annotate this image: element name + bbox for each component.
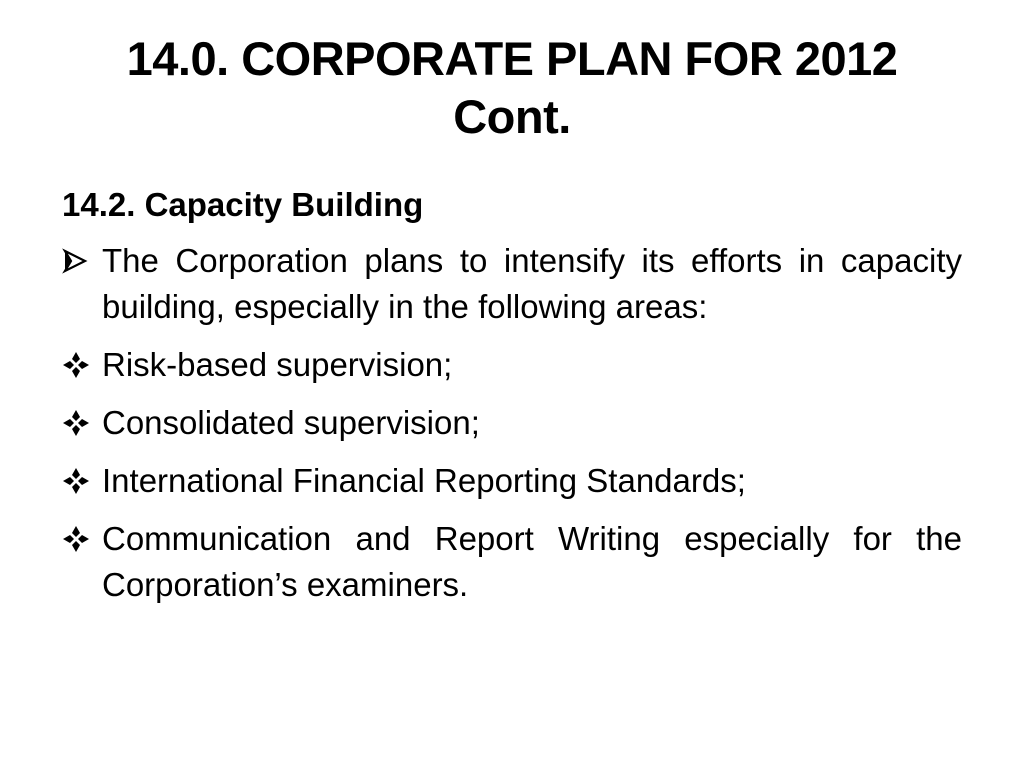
diamond-bullet-icon xyxy=(62,342,98,388)
diamond-bullet-icon xyxy=(62,400,98,446)
arrowhead-bullet-icon xyxy=(62,238,98,284)
bullet-item-ifrs xyxy=(62,458,962,504)
diamond-bullet-icon xyxy=(62,458,98,504)
title-line-1: 14.0. CORPORATE PLAN FOR 2012 xyxy=(126,32,898,85)
bullet-item-intro xyxy=(62,238,962,330)
title-line-2: Cont. xyxy=(453,90,571,143)
slide-title xyxy=(60,30,964,146)
diamond-bullet-icon xyxy=(62,516,98,562)
section-subheading: 14.2. Capacity Building xyxy=(62,186,424,223)
bullet-item-text: Communication and Report Writing especially for the Corporation’s examiners. xyxy=(102,520,962,603)
bullet-item-communication xyxy=(62,516,962,608)
slide-body xyxy=(62,182,962,620)
bullet-item-consolidated xyxy=(62,400,962,446)
bullet-item-text: Consolidated supervision; xyxy=(102,404,480,441)
bullet-item-text: International Financial Reporting Standards; xyxy=(102,462,746,499)
bullet-item-text: Risk-based supervision; xyxy=(102,346,453,383)
bullet-item-text: The Corporation plans to intensify its efforts in capacity building, especially in the following areas: xyxy=(102,242,962,325)
bullet-item-risk xyxy=(62,342,962,388)
